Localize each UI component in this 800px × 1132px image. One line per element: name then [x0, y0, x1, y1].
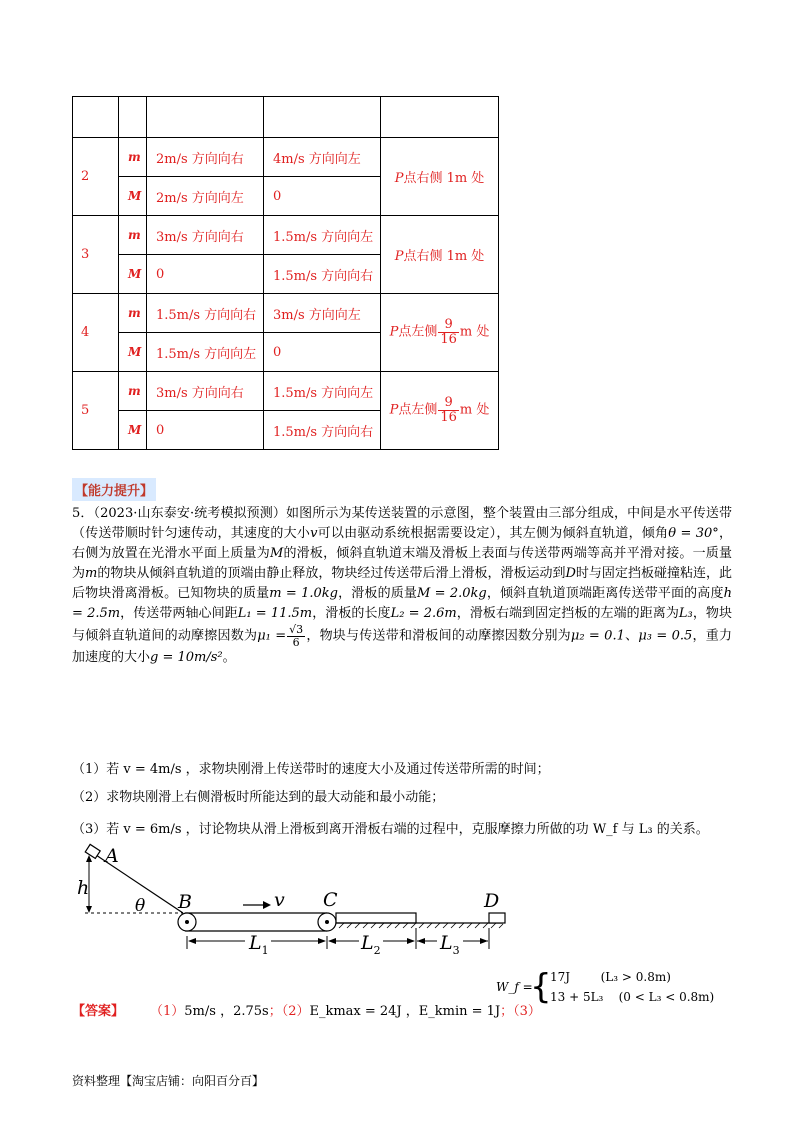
case-number: 5 — [73, 372, 119, 450]
velocity-before: 2m/s 方向向左 — [147, 177, 264, 216]
label-l1: $L_1$ — [249, 932, 269, 957]
velocity-after: 1.5m/s 方向向左 — [264, 216, 381, 255]
arrow-head — [86, 906, 92, 913]
table-row — [73, 294, 499, 333]
velocity-before: 3m/s 方向向右 — [147, 372, 264, 411]
answer-label: 【答案】 — [72, 1004, 125, 1019]
object-label: M — [119, 333, 147, 372]
velocity-before: 0 — [147, 255, 264, 294]
arrow-head — [407, 938, 415, 944]
arrow-head — [417, 938, 425, 944]
velocity-after: 0 — [264, 333, 381, 372]
label-a: A — [105, 845, 119, 867]
velocity-before: 3m/s 方向向右 — [147, 216, 264, 255]
label-h: h — [77, 877, 90, 899]
pulley-axle — [325, 920, 329, 924]
object-label: M — [119, 255, 147, 294]
section-title: 【能力提升】 — [72, 478, 156, 501]
label-b: B — [178, 891, 192, 913]
velocity-after: 3m/s 方向向左 — [264, 294, 381, 333]
arrow-head — [263, 901, 271, 909]
velocity-before: 0 — [147, 411, 264, 450]
label-theta: θ — [135, 896, 146, 916]
velocity-after: 1.5m/s 方向向右 — [264, 411, 381, 450]
case-number: 3 — [73, 216, 119, 294]
table-row — [73, 138, 499, 177]
case-number: 2 — [73, 138, 119, 216]
velocity-before: 1.5m/s 方向向左 — [147, 333, 264, 372]
velocity-after: 1.5m/s 方向向左 — [264, 372, 381, 411]
footer-source: 资料整理【淘宝店铺：向阳百分百】 — [72, 1074, 265, 1088]
slide-board — [336, 913, 416, 923]
question-1: （1）若 v = 4m/s ，求物块刚滑上传送带时的速度大小及通过传送带所需的时间； — [72, 762, 550, 777]
position-cell: P点右侧 1m 处 — [381, 216, 499, 294]
mu1-fraction: $\frac{√3}{6}$ — [289, 623, 304, 649]
label-l3: $L_3$ — [440, 932, 460, 957]
question-3: （3）若 v = 6m/s ，讨论物块从滑上滑板到离开滑板右端的过程中，克服摩擦力所做的功 W_f 与 L₃ 的关系。 — [72, 822, 709, 837]
object-label: M — [119, 411, 147, 450]
velocity-before: 1.5m/s 方向向右 — [147, 294, 264, 333]
stopper-d — [489, 913, 505, 923]
label-c: C — [323, 889, 338, 911]
case-number: 4 — [73, 294, 119, 372]
object-label: m — [119, 216, 147, 255]
position-cell: P点左侧 $\frac{9}{16}$ m 处 — [381, 372, 499, 450]
fraction: $\frac{9}{16}$ — [440, 317, 457, 347]
velocity-after: 4m/s 方向向左 — [264, 138, 381, 177]
label-l2: $L_2$ — [361, 932, 381, 957]
pulley-axle — [185, 920, 189, 924]
object-label: m — [119, 294, 147, 333]
object-label: m — [119, 138, 147, 177]
velocity-after: 0 — [264, 177, 381, 216]
arrow-head — [318, 938, 326, 944]
position-cell: P点左侧 $\frac{9}{16}$ m 处 — [381, 294, 499, 372]
table-row — [73, 216, 499, 255]
velocity-after: 1.5m/s 方向向右 — [264, 255, 381, 294]
arrow-head — [188, 938, 196, 944]
question-2: （2）求物块刚滑上右侧滑板时所能达到的最大动能和最小动能； — [72, 790, 445, 805]
label-d: D — [484, 890, 500, 912]
conveyor-diagram — [75, 843, 515, 961]
arrow-head — [328, 938, 336, 944]
position-cell: P点右侧 1m 处 — [381, 138, 499, 216]
velocity-before: 2m/s 方向向右 — [147, 138, 264, 177]
object-label: M — [119, 177, 147, 216]
result-table — [72, 96, 499, 450]
problem-statement: 5．（2023·山东泰安·统考模拟预测）如图所示为某传送装置的示意图，整个装置由三部分组成，中间是水平传送带（传送带顺时针匀速传动，其速度的大小v可以由驱动系统根据需要设定），其左侧为倾斜直轨道，倾角θ = 30°，右侧为放置在光滑水平面上质量为M的滑板，倾斜直轨道末端及滑板上表面与传送带两端等高并平滑对接。一质量为m的物块从倾斜直轨道的顶端由静止释放，物块经过传送带后滑上滑板，滑板运动到D时与固定挡板碰撞粘连，此后物块滑离滑板。已知物块的质量m = 1.0kg，滑板的质量M = 2.0kg，倾斜直轨道顶端距离传送带平面的高度h = 2.5m，传送带两轴心间距L₁ = 11.5m，滑板的长度L₂ = 2.6m，滑板右端到固定挡板的左端的距离为L₃，物块与倾斜直轨道间的动摩擦因数为μ₁ = $\frac{√3}{6}$ ，物块与传送带和滑板间的动摩擦因数分别为μ₂ = 0.1、μ₃ = 0.5，重力加速度的大小g = 10m/s²。 — [72, 506, 732, 666]
fraction: $\frac{9}{16}$ — [440, 395, 457, 425]
object-label: m — [119, 372, 147, 411]
answer-text: （1）5m/s ，2.75s；（2）E_kmax = 24J ，E_kmin = 1J；（3） — [150, 1004, 541, 1019]
ground-hatch — [339, 923, 503, 928]
table-row — [73, 372, 499, 411]
arrow-head — [480, 938, 488, 944]
label-v: v — [274, 889, 285, 911]
table-header-row — [73, 97, 499, 138]
